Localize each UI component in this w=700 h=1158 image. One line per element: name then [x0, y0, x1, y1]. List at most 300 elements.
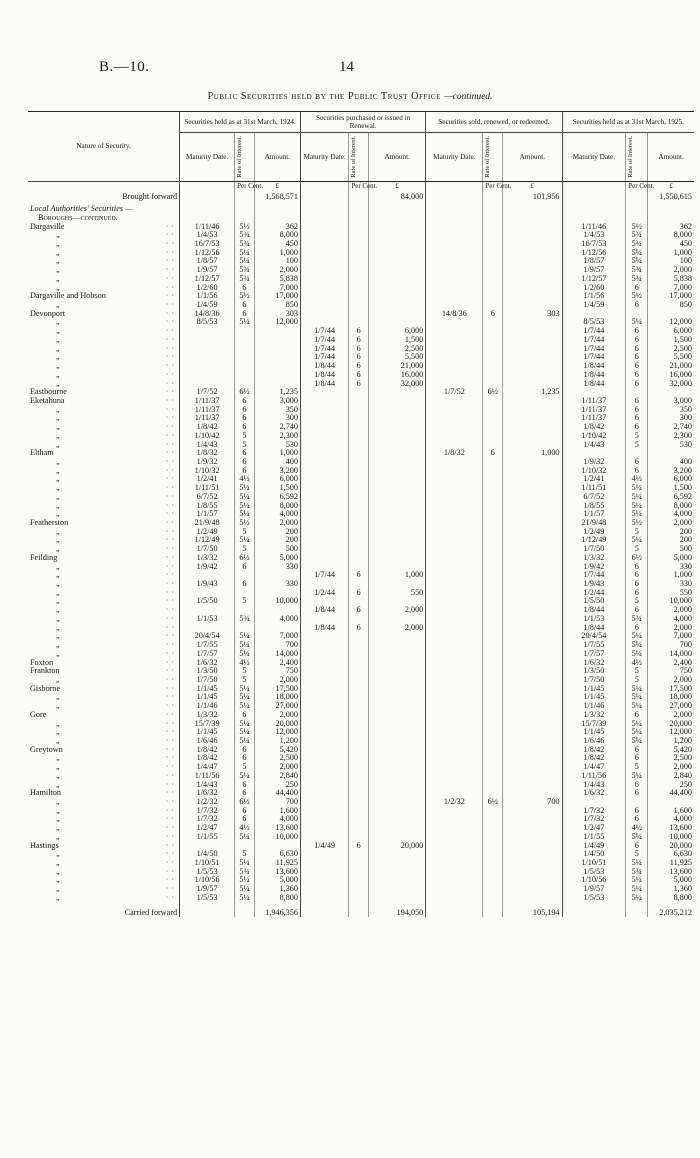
leader-dots: ··: [165, 430, 178, 440]
maturity-1924: 1/2/60: [180, 284, 235, 293]
maturity-1925: 1/6/46: [562, 737, 626, 746]
rate-purchased: 6: [349, 362, 369, 371]
rate-purchased: [349, 441, 369, 450]
maturity-1925: 1/7/44: [562, 353, 626, 362]
maturity-1924: 1/1/55: [180, 833, 235, 842]
maturity-purchased: [300, 510, 348, 519]
maturity-purchased: [300, 275, 348, 284]
rate-sold: [483, 414, 503, 423]
amount-purchased: [369, 737, 426, 746]
leader-dots: ··: [165, 561, 178, 571]
rate-1924: 5¼: [235, 859, 255, 868]
amount-purchased: 2,500: [369, 345, 426, 354]
security-name: [28, 536, 180, 545]
amount-1925: 300: [648, 414, 694, 423]
rate-1925: 5¾: [626, 266, 648, 275]
amount-1924: 27,000: [254, 702, 300, 711]
amount-purchased: [369, 223, 426, 232]
amount-1925: 6,000: [648, 327, 694, 336]
amount-1925: 2,300: [648, 432, 694, 441]
maturity-purchased: [300, 223, 348, 232]
rate-purchased: [349, 475, 369, 484]
rate-purchased: [349, 781, 369, 790]
brought-forward-purchased: 84,000: [369, 190, 426, 205]
amount-1924: 7,000: [254, 284, 300, 293]
leader-dots: ··: [165, 491, 178, 501]
maturity-sold: [426, 720, 483, 729]
amount-1924: 2,840: [254, 772, 300, 781]
maturity-purchased: [300, 868, 348, 877]
maturity-purchased: [300, 545, 348, 554]
maturity-1925: 1/6/32: [562, 789, 626, 798]
maturity-1925: 1/9/42: [562, 563, 626, 572]
security-name: [28, 798, 180, 807]
amount-1925: 530: [648, 441, 694, 450]
rate-1925: 6: [626, 624, 648, 633]
maturity-sold: [426, 257, 483, 266]
security-name-text: „: [56, 404, 60, 414]
leader-dots: ··: [165, 509, 178, 519]
amount-1925: 2,740: [648, 423, 694, 432]
amount-purchased: [369, 284, 426, 293]
amount-1925: 5,838: [648, 275, 694, 284]
rate-purchased: [349, 667, 369, 676]
rate-purchased: [349, 702, 369, 711]
maturity-1924: 1/2/47: [180, 824, 235, 833]
amount-sold: [503, 720, 562, 729]
rate-1924: 4½: [235, 659, 255, 668]
rate-1925: 6: [626, 380, 648, 389]
maturity-1925: 1/8/42: [562, 423, 626, 432]
rate-sold: [483, 876, 503, 885]
rate-1925: 6: [626, 414, 648, 423]
rate-sold: [483, 728, 503, 737]
maturity-sold: 1/2/32: [426, 798, 483, 807]
amount-sold: [503, 624, 562, 633]
maturity-1924: 1/11/37: [180, 406, 235, 415]
rate-header-text: Rate of Interest.: [484, 136, 492, 178]
maturity-1925: 1/1/57: [562, 510, 626, 519]
maturity-purchased: [300, 702, 348, 711]
amount-1924: 6,000: [254, 475, 300, 484]
rate-1924: 5¼: [235, 885, 255, 894]
security-name-text: „: [56, 770, 60, 780]
security-name: [28, 842, 180, 851]
maturity-1925: 1/10/42: [562, 432, 626, 441]
amount-purchased: [369, 894, 426, 903]
leader-dots: ··: [165, 718, 178, 728]
security-name-text: „: [56, 439, 60, 449]
amount-purchased: [369, 536, 426, 545]
amount-1924: 700: [254, 798, 300, 807]
maturity-purchased: 1/8/44: [300, 362, 348, 371]
maturity-purchased: [300, 650, 348, 659]
leader-dots: ··: [165, 622, 178, 632]
amount-1924: 6,592: [254, 493, 300, 502]
maturity-purchased: [300, 789, 348, 798]
group-header-sold: Securities sold, renewed, or redeemed.: [426, 112, 562, 133]
maturity-sold: [426, 432, 483, 441]
security-name-text: „: [56, 273, 60, 283]
amount-1924: 2,000: [254, 519, 300, 528]
security-name-text: „: [56, 474, 60, 484]
security-name-text: „: [56, 282, 60, 292]
amount-purchased: [369, 676, 426, 685]
maturity-1924: 16/7/53: [180, 240, 235, 249]
security-name-text: Eltham: [30, 448, 54, 458]
rate-1924: 6: [235, 458, 255, 467]
maturity-sold: [426, 406, 483, 415]
amount-sold: [503, 702, 562, 711]
amount-purchased: [369, 728, 426, 737]
rate-1924: 5¼: [235, 536, 255, 545]
rate-1925: 5¼: [626, 693, 648, 702]
maturity-1925: 1/1/53: [562, 615, 626, 624]
carried-forward-1924: 1,946,356: [254, 903, 300, 918]
rate-1924: 6: [235, 414, 255, 423]
rate-1924: 6: [235, 754, 255, 763]
maturity-purchased: [300, 528, 348, 537]
rate-sold: [483, 807, 503, 816]
rate-1925: 5¼: [626, 885, 648, 894]
leader-dots: ··: [165, 797, 178, 807]
amount-sold: [503, 275, 562, 284]
maturity-purchased: [300, 711, 348, 720]
security-name-text: „: [56, 831, 60, 841]
rate-1925: 5¾: [626, 240, 648, 249]
maturity-1925: 1/10/32: [562, 467, 626, 476]
amount-sold: [503, 754, 562, 763]
amount-1925: 10,000: [648, 597, 694, 606]
rate-1925: 6: [626, 353, 648, 362]
maturity-1924: 1/1/45: [180, 685, 235, 694]
maturity-1924: [180, 353, 235, 362]
amount-1924: 17,500: [254, 685, 300, 694]
rate-sold: [483, 754, 503, 763]
amount-1925: 4,000: [648, 815, 694, 824]
leader-dots: ··: [165, 465, 178, 475]
amount-1925: 1,500: [648, 336, 694, 345]
amount-purchased: [369, 414, 426, 423]
amount-1925: 1,500: [648, 484, 694, 493]
brought-forward-row: [28, 190, 694, 205]
rate-sold: [483, 632, 503, 641]
maturity-1924: 1/2/32: [180, 798, 235, 807]
maturity-purchased: [300, 746, 348, 755]
amount-sold: [503, 650, 562, 659]
maturity-1924: [180, 362, 235, 371]
security-name-text: „: [56, 334, 60, 344]
security-name-text: „: [56, 239, 60, 249]
amount-sold: [503, 223, 562, 232]
rate-sold: [483, 362, 503, 371]
amount-purchased: [369, 249, 426, 258]
table-row: [28, 380, 694, 389]
maturity-purchased: [300, 406, 348, 415]
security-name-text: Dargaville and Hobson: [30, 291, 106, 301]
security-name-text: Frankton: [30, 666, 60, 676]
maturity-1925: 1/2/49: [562, 528, 626, 537]
security-name-text: Hastings: [30, 840, 59, 850]
amount-sold: [503, 493, 562, 502]
rate-sold: [483, 589, 503, 598]
amount-1925: 5,000: [648, 876, 694, 885]
rate-1924: 4½: [235, 475, 255, 484]
leader-dots: ··: [165, 273, 178, 283]
section-heading-row: [28, 205, 694, 214]
amount-1925: 10,000: [648, 833, 694, 842]
maturity-1925: 1/11/56: [562, 772, 626, 781]
maturity-1925: 1/8/44: [562, 624, 626, 633]
rate-1925: 5¼: [626, 484, 648, 493]
leader-dots: ··: [165, 422, 178, 432]
amount-1925: 5,000: [648, 554, 694, 563]
security-name-text: „: [56, 422, 60, 432]
rate-purchased: [349, 676, 369, 685]
security-name-text: „: [56, 892, 60, 902]
amount-1925: 1,200: [648, 737, 694, 746]
amount-1924: 14,000: [254, 650, 300, 659]
amount-purchased: [369, 266, 426, 275]
maturity-sold: [426, 693, 483, 702]
rate-header: [349, 133, 369, 182]
maturity-sold: [426, 292, 483, 301]
amount-purchased: 550: [369, 589, 426, 598]
rate-1925: 5: [626, 432, 648, 441]
security-name-text: „: [56, 526, 60, 536]
amount-sold: [503, 336, 562, 345]
maturity-purchased: [300, 667, 348, 676]
leader-dots: ··: [165, 221, 178, 231]
maturity-1925: 1/1/55: [562, 833, 626, 842]
security-name-text: „: [56, 343, 60, 353]
security-name-text: „: [56, 605, 60, 615]
rate-sold: [483, 597, 503, 606]
maturity-1924: 1/3/32: [180, 711, 235, 720]
maturity-sold: [426, 580, 483, 589]
maturity-purchased: 1/7/44: [300, 345, 348, 354]
security-name-text: „: [56, 866, 60, 876]
amount-1925: 5,420: [648, 746, 694, 755]
amount-1924: 2,400: [254, 659, 300, 668]
rate-1925: 5½: [626, 292, 648, 301]
rate-1924: 5¼: [235, 737, 255, 746]
rate-purchased: 6: [349, 624, 369, 633]
rate-1924: 5¼: [235, 720, 255, 729]
security-name: [28, 815, 180, 824]
amount-1924: 2,000: [254, 763, 300, 772]
amount-sold: [503, 484, 562, 493]
rate-sold: [483, 580, 503, 589]
amount-purchased: [369, 885, 426, 894]
amount-1925: 27,000: [648, 702, 694, 711]
security-name: [28, 885, 180, 894]
amount-sold: [503, 397, 562, 406]
rate-sold: [483, 859, 503, 868]
security-name: [28, 868, 180, 877]
rate-1925: 5: [626, 667, 648, 676]
amount-purchased: [369, 458, 426, 467]
leader-dots: ··: [165, 518, 178, 528]
leader-dots: ··: [165, 640, 178, 650]
rate-1924: 6: [235, 746, 255, 755]
maturity-1924: 1/1/46: [180, 702, 235, 711]
page-reference: B.—10.: [99, 59, 150, 75]
maturity-sold: [426, 475, 483, 484]
rate-1924: 5: [235, 667, 255, 676]
amount-sold: [503, 371, 562, 380]
rate-1925: 6: [626, 754, 648, 763]
amount-purchased: [369, 519, 426, 528]
maturity-sold: [426, 589, 483, 598]
maturity-1924: 1/4/50: [180, 850, 235, 859]
rate-1924: 6: [235, 284, 255, 293]
rate-1925: 6: [626, 371, 648, 380]
security-name-text: „: [56, 718, 60, 728]
rate-sold: [483, 266, 503, 275]
security-name-text: Eastbourne: [30, 387, 67, 397]
amount-purchased: [369, 493, 426, 502]
amount-1924: 1,000: [254, 249, 300, 258]
amount-sold: [503, 641, 562, 650]
security-name-text: „: [56, 648, 60, 658]
amount-purchased: [369, 868, 426, 877]
rate-purchased: [349, 824, 369, 833]
rate-sold: [483, 458, 503, 467]
maturity-purchased: [300, 388, 348, 397]
amount-sold: [503, 345, 562, 354]
amount-sold: [503, 545, 562, 554]
maturity-1925: 1/7/32: [562, 815, 626, 824]
amount-1925: 330: [648, 580, 694, 589]
security-name: [28, 318, 180, 327]
leader-dots: ··: [165, 308, 178, 318]
maturity-1924: 1/12/49: [180, 536, 235, 545]
rate-1925: 5¼: [626, 257, 648, 266]
rate-1924: 6: [235, 397, 255, 406]
security-name-text: „: [56, 352, 60, 362]
amount-sold: [503, 632, 562, 641]
rate-1925: 6: [626, 397, 648, 406]
leader-dots: ··: [165, 587, 178, 597]
rate-1924: 5: [235, 432, 255, 441]
maturity-purchased: [300, 807, 348, 816]
leader-dots: ··: [165, 483, 178, 493]
rate-1925: 6: [626, 815, 648, 824]
amount-purchased: [369, 824, 426, 833]
amount-1925: 850: [648, 301, 694, 310]
security-name: [28, 266, 180, 275]
rate-1924: 5: [235, 763, 255, 772]
amount-1924: 750: [254, 667, 300, 676]
maturity-sold: [426, 536, 483, 545]
maturity-1925: 1/12/49: [562, 536, 626, 545]
amount-1924: [254, 362, 300, 371]
leader-dots: ··: [165, 369, 178, 379]
rate-purchased: [349, 449, 369, 458]
security-name: [28, 571, 180, 580]
maturity-sold: [426, 859, 483, 868]
security-name-text: „: [56, 640, 60, 650]
amount-purchased: [369, 467, 426, 476]
amount-1924: 1,200: [254, 737, 300, 746]
group-header-purchased: Securities purchased or issued in Renewal.: [300, 112, 425, 133]
maturity-1924: 1/5/50: [180, 597, 235, 606]
maturity-1924: 1/7/52: [180, 388, 235, 397]
amount-sold: [503, 711, 562, 720]
maturity-1925: 1/2/41: [562, 475, 626, 484]
amount-1924: 450: [254, 240, 300, 249]
maturity-1924: 1/12/56: [180, 249, 235, 258]
leader-dots: ··: [165, 387, 178, 397]
amount-1925: 2,000: [648, 676, 694, 685]
amount-sold: [503, 362, 562, 371]
rate-sold: [483, 353, 503, 362]
maturity-purchased: 1/8/44: [300, 624, 348, 633]
amount-1925: 4,000: [648, 615, 694, 624]
rate-1925: 5: [626, 597, 648, 606]
maturity-purchased: [300, 641, 348, 650]
amount-1924: 3,000: [254, 397, 300, 406]
amount-purchased: [369, 667, 426, 676]
rate-purchased: [349, 798, 369, 807]
rate-1924: 5¼: [235, 650, 255, 659]
security-name-text: Devonport: [30, 308, 66, 318]
rate-1925: 6: [626, 842, 648, 851]
leader-dots: ··: [165, 317, 178, 327]
maturity-1925: 6/7/52: [562, 493, 626, 502]
amount-sold: [503, 815, 562, 824]
amount-purchased: 1,000: [369, 571, 426, 580]
rate-purchased: [349, 406, 369, 415]
amount-1925: 7,000: [648, 284, 694, 293]
rate-1924: 6: [235, 467, 255, 476]
rate-sold: [483, 292, 503, 301]
rate-1924: 5¼: [235, 876, 255, 885]
table-row: [28, 894, 694, 903]
rate-sold: [483, 685, 503, 694]
security-name: [28, 641, 180, 650]
amount-purchased: [369, 310, 426, 319]
amount-1924: 5,000: [254, 876, 300, 885]
rate-sold: 6: [483, 310, 503, 319]
maturity-1924: 1/5/53: [180, 894, 235, 903]
amount-purchased: 32,000: [369, 380, 426, 389]
amount-1924: 1,500: [254, 484, 300, 493]
maturity-1924: [180, 345, 235, 354]
amount-purchased: [369, 231, 426, 240]
rate-sold: [483, 693, 503, 702]
rate-1925: 5: [626, 441, 648, 450]
rate-sold: [483, 746, 503, 755]
rate-sold: [483, 842, 503, 851]
rate-sold: [483, 554, 503, 563]
amount-purchased: [369, 763, 426, 772]
maturity-1924: 1/1/57: [180, 510, 235, 519]
maturity-purchased: [300, 240, 348, 249]
amount-purchased: [369, 275, 426, 284]
rate-1925: 6: [626, 467, 648, 476]
rate-purchased: 6: [349, 371, 369, 380]
maturity-sold: [426, 502, 483, 511]
amount-1924: 330: [254, 580, 300, 589]
table-row: [28, 441, 694, 450]
rate-1924: 5½: [235, 292, 255, 301]
maturity-1925: 1/12/56: [562, 249, 626, 258]
amount-purchased: [369, 754, 426, 763]
amount-1925: 4,000: [648, 510, 694, 519]
rate-1925: 6: [626, 746, 648, 755]
